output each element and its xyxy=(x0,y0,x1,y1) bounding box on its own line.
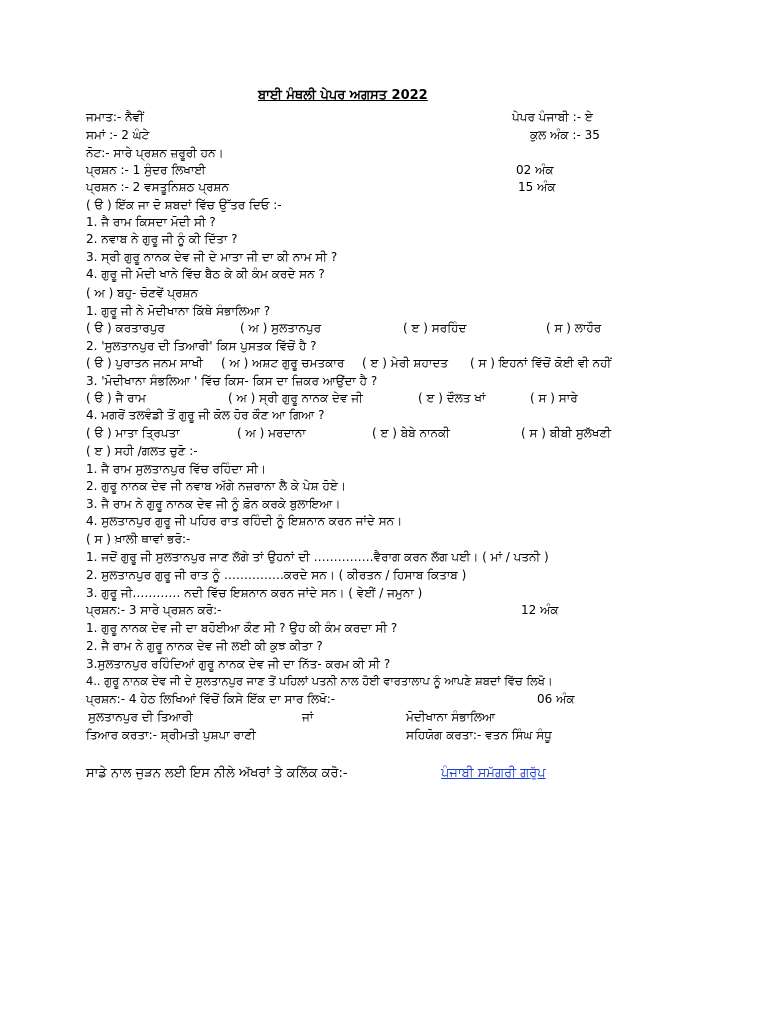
list-item: 4. ਸੁਲਤਾਨਪੁਰ ਗੁਰੂ ਜੀ ਪਹਿਰ ਰਾਤ ਰਹਿੰਦੀ ਨੂੰ ਇਸ਼ਨਾਨ ਕਰਨ ਜਾਂਦੇ ਸਨ। xyxy=(86,514,403,528)
list-item: 1. ਜਦੋਂ ਗੁਰੂ ਜੀ ਸੁਲਤਾਨਪੁਰ ਜਾਣ ਲੱਗੇ ਤਾਂ ਉਹਨਾਂ ਦੀ ……………ਵੈਰਾਗ ਕਰਨ ਲੱਗ ਪਈ। ( ਮਾਂ / ਪਤਨੀ ) xyxy=(86,550,549,564)
group-link[interactable]: ਪੰਜਾਬੀ ਸਮੱਗਰੀ ਗਰੁੱਪ xyxy=(441,766,546,781)
mcq-option: ( ਸ ) ਲਾਹੌਰ xyxy=(546,321,602,335)
note: ਨੋਟ:- ਸਾਰੇ ਪ੍ਰਸ਼ਨ ਜ਼ਰੂਰੀ ਹਨ। xyxy=(86,146,224,160)
q2-marks: 15 ਅੰਕ xyxy=(518,180,556,194)
mcq-option: ( ਅ ) ਅਸ਼ਟ ਗੁਰੂ ਚਮਤਕਾਰ xyxy=(221,356,345,370)
q4-marks: 06 ਅੰਕ xyxy=(537,692,575,706)
q2-text: ਪ੍ਰਸ਼ਨ :- 2 ਵਸਤੂਨਿਸ਼ਠ ਪ੍ਰਸ਼ਨ xyxy=(86,180,230,194)
mcq-option: ( ਸ ) ਇਹਨਾਂ ਵਿੱਚੋਂ ਕੋਈ ਵੀ ਨਹੀਂ xyxy=(470,356,612,370)
mcq-question: 3. 'ਮੋਦੀਖਾਨਾ ਸੰਭਲਿਆ ' ਵਿੱਚ ਕਿਸ- ਕਿਸ ਦਾ ਜ਼ਿਕਰ ਆਉਂਦਾ ਹੈ ? xyxy=(86,374,378,388)
mcq-option: ( ਅ ) ਸ੍ਰੀ ਗੁਰੂ ਨਾਨਕ ਦੇਵ ਜੀ xyxy=(228,391,363,405)
q3-text: ਪ੍ਰਸ਼ਨ:- 3 ਸਾਰੇ ਪ੍ਰਸ਼ਨ ਕਰੋ:- xyxy=(86,603,222,617)
list-item: 1. ਜੈ ਰਾਮ ਕਿਸਦਾ ਮੋਦੀ ਸੀ ? xyxy=(86,215,216,229)
list-item: 3. ਗੁਰੂ ਜੀ………… ਨਦੀ ਵਿੱਚ ਇਸ਼ਨਾਨ ਕਰਨ ਜਾਂਦੇ ਸਨ। ( ਵੇਈਂ / ਜਮੁਨਾ ) xyxy=(86,586,423,600)
mcq-question: 2. 'ਸੁਲਤਾਨਪੁਰ ਦੀ ਤਿਆਰੀ' ਕਿਸ ਪੁਸਤਕ ਵਿੱਚੋਂ ਹੈ ? xyxy=(86,339,317,353)
list-item: 2. ਜੈ ਰਾਮ ਨੇ ਗੁਰੂ ਨਾਨਕ ਦੇਵ ਜੀ ਲਈ ਕੀ ਕੁਝ ਕੀਤਾ ? xyxy=(86,639,323,653)
mcq-option: ( ੳ ) ਜੈ ਰਾਮ xyxy=(86,391,146,405)
time-label: ਸਮਾਂ :- 2 ਘੰਟੇ xyxy=(86,128,150,142)
mcq-option: ( ੳ ) ਪੁਰਾਤਨ ਜਨਮ ਸਾਖੀ xyxy=(86,356,203,370)
list-item: 2. ਸੁਲਤਾਨਪੁਰ ਗੁਰੂ ਜੀ ਰਾਤ ਨੂੰ ……………ਕਰਦੇ ਸਨ। ( ਕੀਰਤਨ / ਹਿਸਾਬ ਕਿਤਾਬ ) xyxy=(86,568,467,582)
mcq-option: ( ਅ ) ਸੁਲਤਾਨਪੁਰ xyxy=(240,321,322,335)
list-item: 3.ਸੁਲਤਾਨਪੁਰ ਰਹਿੰਦਿਆਂ ਗੁਰੂ ਨਾਨਕ ਦੇਵ ਜੀ ਦਾ ਨਿੱਤ- ਕਰਮ ਕੀ ਸੀ ? xyxy=(86,657,391,671)
list-item: 2. ਨਵਾਬ ਨੇ ਗੁਰੂ ਜੀ ਨੂੰ ਕੀ ਦਿੱਤਾ ? xyxy=(86,232,238,246)
mcq-option: ( ੳ ) ਮਾਤਾ ਤ੍ਰਿਪਤਾ xyxy=(86,426,180,440)
paper-label: ਪੇਪਰ ਪੰਜਾਬੀ :- ਏ xyxy=(512,110,593,124)
list-item: 3. ਜੈ ਰਾਮ ਨੇ ਗੁਰੂ ਨਾਨਕ ਦੇਵ ਜੀ ਨੂੰ ਫ਼ੋਨ ਕਰਕੇ ਬੁਲਾਇਆ। xyxy=(86,497,341,511)
mcq-option: ( ੲ ) ਦੌਲਤ ਖਾਂ xyxy=(418,391,486,405)
list-item: 1. ਜੈ ਰਾਮ ਸੁਲਤਾਨਪੁਰ ਵਿੱਚ ਰਹਿੰਦਾ ਸੀ। xyxy=(86,462,267,476)
mcq-option: ( ੲ ) ਸਰਹਿੰਦ xyxy=(403,321,467,335)
essay-option: ਸੁਲਤਾਨਪੁਰ ਦੀ ਤਿਆਰੀ xyxy=(88,710,193,724)
mcq-question: 4. ਮਗਰੋਂ ਤਲਵੰਡੀ ਤੋਂ ਗੁਰੂ ਜੀ ਕੋਲ ਹੋਰ ਕੌਣ ਆ ਗਿਆ ? xyxy=(86,408,325,422)
prepared-by: ਤਿਆਰ ਕਰਤਾ:- ਸ਼੍ਰੀਮਤੀ ਪੁਸ਼ਪਾ ਰਾਣੀ xyxy=(86,728,256,742)
q1-marks: 02 ਅੰਕ xyxy=(516,163,554,177)
mcq-option: ( ਸ ) ਬੀਬੀ ਸੁਲੱਖਣੀ xyxy=(521,426,611,440)
assisted-by: ਸਹਿਯੋਗ ਕਰਤਾ:- ਵਤਨ ਸਿੰਘ ਸੰਧੂ xyxy=(406,728,552,742)
part-c-heading: ( ੲ ) ਸਹੀ /ਗਲਤ ਚੁਣੋ :- xyxy=(86,444,198,458)
list-item: 4.. ਗੁਰੂ ਨਾਨਕ ਦੇਵ ਜੀ ਦੇ ਸੁਲਤਾਨਪੁਰ ਜਾਣ ਤੋਂ ਪਹਿਲਾਂ ਪਤਨੀ ਨਾਲ ਹੋਈ ਵਾਰਤਾਲਾਪ ਨੂੰ ਆਪਣੇ ਸ਼ਬਦਾਂ ਵਿੱਚ ਲਿਖੋ। xyxy=(86,674,553,688)
part-a-heading: ( ੳ ) ਇੱਕ ਜਾ ਦੋ ਸ਼ਬਦਾਂ ਵਿੱਚ ਉੱਤਰ ਦਿਓ :- xyxy=(86,198,282,212)
mcq-question: 1. ਗੁਰੂ ਜੀ ਨੇ ਮੋਦੀਖਾਨਾ ਕਿੱਥੇ ਸੰਭਾਲਿਆ ? xyxy=(86,304,271,318)
mcq-option: ( ਸ ) ਸਾਰੇ xyxy=(530,391,578,405)
part-b-heading: ( ਅ ) ਬਹੁ- ਚੋਣਵੇਂ ਪ੍ਰਸ਼ਨ xyxy=(86,286,199,300)
list-item: 4. ਗੁਰੂ ਜੀ ਮੋਦੀ ਖਾਨੇ ਵਿੱਚ ਬੈਠ ਕੇ ਕੀ ਕੰਮ ਕਰਦੇ ਸਨ ? xyxy=(86,267,325,281)
part-d-heading: ( ਸ ) ਖ਼ਾਲੀ ਥਾਵਾਂ ਭਰੋ:- xyxy=(86,532,191,546)
essay-option: ਮੋਦੀਖਾਨਾ ਸੰਭਾਲਿਆ xyxy=(406,710,496,724)
mcq-option: ( ਅ ) ਮਰਦਾਨਾ xyxy=(237,426,306,440)
q4-text: ਪ੍ਰਸ਼ਨ:- 4 ਹੇਠ ਲਿਖਿਆਂ ਵਿੱਚੋਂ ਕਿਸੇ ਇੱਕ ਦਾ ਸਾਰ ਲਿਖੋ:- xyxy=(86,692,336,706)
footer-text: ਸਾਡੇ ਨਾਲ ਜੁੜਨ ਲਈ ਇਸ ਨੀਲੇ ਅੱਖਰਾਂ ਤੇ ਕਲਿੱਕ ਕਰੋ:- xyxy=(86,766,348,781)
list-item: 2. ਗੁਰੂ ਨਾਨਕ ਦੇਵ ਜੀ ਨਵਾਬ ਅੱਗੇ ਨਜ਼ਰਾਨਾ ਲੈ ਕੇ ਪੇਸ਼ ਹੋਏ। xyxy=(86,479,346,493)
or-label: ਜਾਂ xyxy=(302,710,314,724)
mcq-option: ( ੲ ) ਮੇਰੀ ਸ਼ਹਾਦਤ xyxy=(362,356,448,370)
class-label: ਜਮਾਤ:- ਨੈਵੀਂ xyxy=(86,110,144,124)
list-item: 1. ਗੁਰੂ ਨਾਨਕ ਦੇਵ ਜੀ ਦਾ ਬਹੋਈਆ ਕੌਣ ਸੀ ? ਉਹ ਕੀ ਕੰਮ ਕਰਦਾ ਸੀ ? xyxy=(86,621,398,635)
mcq-option: ( ੳ ) ਕਰਤਾਰਪੁਰ xyxy=(86,321,165,335)
q3-marks: 12 ਅੰਕ xyxy=(521,603,559,617)
mcq-option: ( ੲ ) ਬੇਬੇ ਨਾਨਕੀ xyxy=(372,426,450,440)
q1-text: ਪ੍ਰਸ਼ਨ :- 1 ਸੁੰਦਰ ਲਿਖਾਈ xyxy=(86,163,206,177)
total-marks: ਕੁਲ ਅੰਕ :- 35 xyxy=(530,128,600,142)
list-item: 3. ਸ੍ਰੀ ਗੁਰੂ ਨਾਨਕ ਦੇਵ ਜੀ ਦੇ ਮਾਤਾ ਜੀ ਦਾ ਕੀ ਨਾਮ ਸੀ ? xyxy=(86,250,338,264)
page-title: ਬਾਈ ਮੰਥਲੀ ਪੇਪਰ ਅਗਸਤ 2022 xyxy=(258,88,428,103)
